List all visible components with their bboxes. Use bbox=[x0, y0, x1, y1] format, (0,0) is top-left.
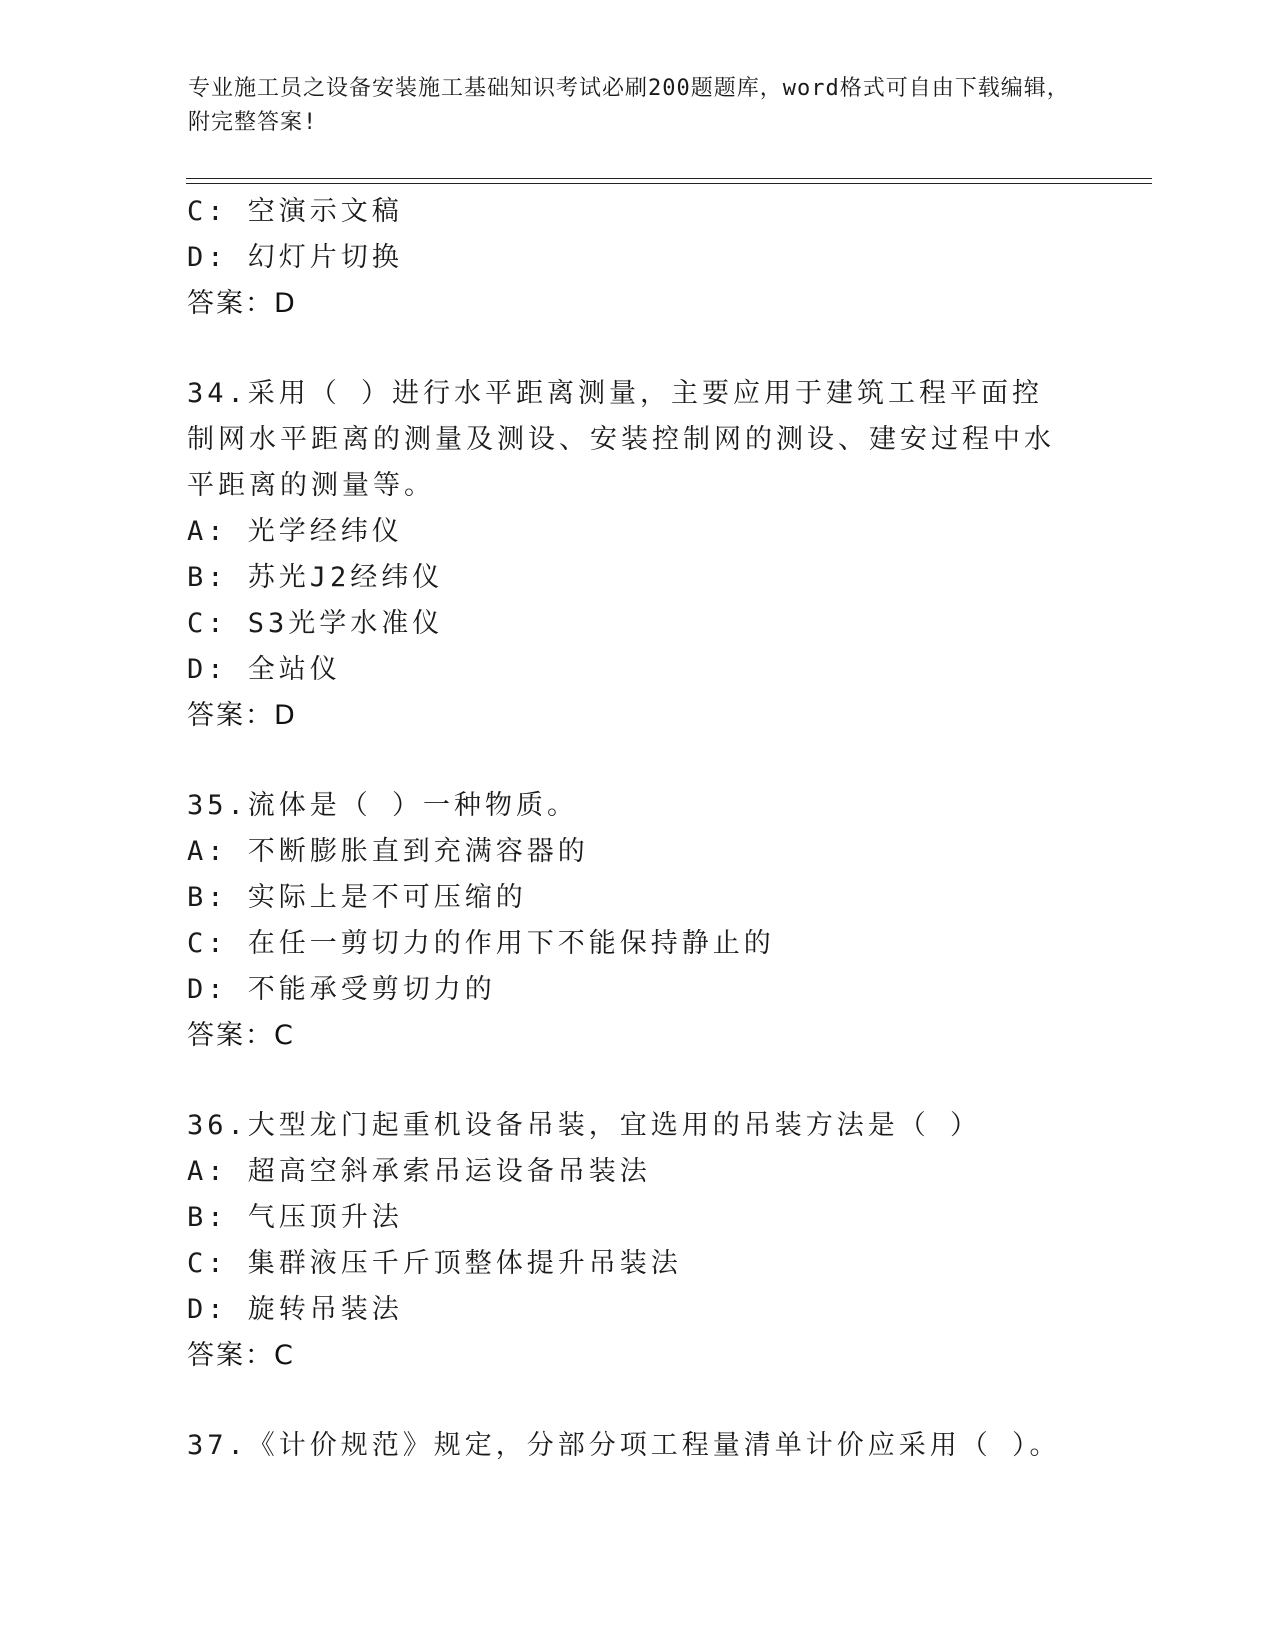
question-34-option-d: D: 全站仪 bbox=[187, 654, 341, 685]
question-content bbox=[187, 189, 1087, 1469]
question-36-option-a: A: 超高空斜承索吊运设备吊装法 bbox=[187, 1156, 651, 1187]
question-35-option-d: D: 不能承受剪切力的 bbox=[187, 974, 496, 1005]
question-37-text: 37.《计价规范》规定，分部分项工程量清单计价应采用（ ）。 bbox=[187, 1430, 1061, 1461]
document-header-title: 专业施工员之设备安装施工基础知识考试必刷200题题库，word格式可自由下载编辑，附完整答案! bbox=[188, 76, 1070, 135]
option-d: D: 幻灯片切换 bbox=[187, 242, 403, 273]
question-34-option-b: B: 苏光J2经纬仪 bbox=[187, 562, 444, 593]
question-36-option-b: B: 气压顶升法 bbox=[187, 1202, 403, 1233]
question-35-option-c: C: 在任一剪切力的作用下不能保持静止的 bbox=[187, 928, 775, 959]
header-divider-bottom bbox=[186, 183, 1152, 184]
spacer bbox=[187, 1379, 1087, 1423]
question-35-option-b: B: 实际上是不可压缩的 bbox=[187, 882, 527, 913]
question-34-option-a: A: 光学经纬仪 bbox=[187, 516, 403, 547]
option-c: C: 空演示文稿 bbox=[187, 196, 403, 227]
spacer bbox=[187, 1059, 1087, 1103]
question-34-option-c: C: S3光学水准仪 bbox=[187, 608, 444, 639]
question-36-option-c: C: 集群液压千斤顶整体提升吊装法 bbox=[187, 1248, 682, 1279]
header-divider-top bbox=[186, 178, 1152, 179]
question-36-answer: 答案：C bbox=[187, 1340, 295, 1371]
question-34-text: 34.采用（ ）进行水平距离测量，主要应用于建筑工程平面控制网水平距离的测量及测设、安装控制网的测设、建安过程中水平距离的测量等。 bbox=[187, 378, 1055, 501]
question-35-answer: 答案：C bbox=[187, 1020, 295, 1051]
question-34-answer: 答案：D bbox=[187, 700, 297, 731]
question-35-text: 35.流体是（ ）一种物质。 bbox=[187, 790, 579, 821]
question-36-text: 36.大型龙门起重机设备吊装，宜选用的吊装方法是（ ） bbox=[187, 1110, 982, 1141]
spacer bbox=[187, 739, 1087, 783]
answer-line: 答案：D bbox=[187, 288, 297, 319]
question-35-option-a: A: 不断膨胀直到充满容器的 bbox=[187, 836, 589, 867]
spacer bbox=[187, 327, 1087, 371]
question-36-option-d: D: 旋转吊装法 bbox=[187, 1294, 403, 1325]
